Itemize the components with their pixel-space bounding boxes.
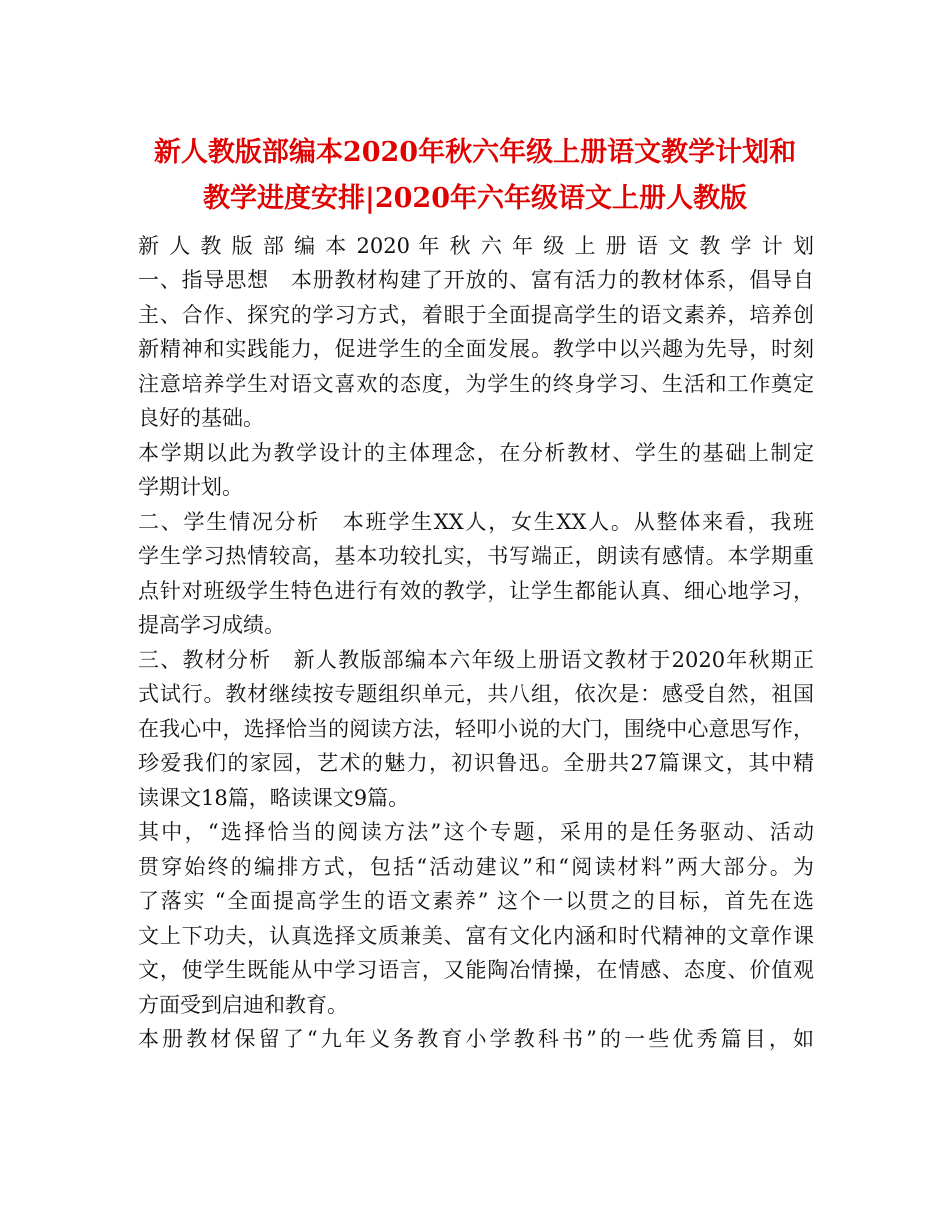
body-line-22: 文，使学生既能从中学习语言，又能陶冶情操，在情感、态度、价值观 [138, 958, 814, 982]
body-line-6: 良好的基础。 [138, 406, 264, 430]
body-line-5: 注意培养学生对语文喜欢的态度，为学生的终身学习、生活和工作奠定 [138, 372, 814, 396]
body-line-13: 三、教材分析 新人教版部编本六年级上册语文教材于2020年秋期正 [138, 648, 814, 672]
body-line-14: 式试行。教材继续按专题组织单元，共八组，依次是：感受自然，祖国 [138, 682, 814, 706]
body-line-8: 学期计划。 [138, 475, 243, 499]
body-line-15: 在我心中，选择恰当的阅读方法，轻叩小说的大门，围绕中心意思写作， [138, 717, 814, 741]
body-line-1: 新 人 教 版 部 编 本 2020 年 秋 六 年 级 上 册 语 文 教 学 计 划 [138, 234, 814, 258]
body-line-2: 一、指导思想 本册教材构建了开放的、富有活力的教材体系，倡导自 [138, 268, 814, 292]
body-line-4: 新精神和实践能力，促进学生的全面发展。教学中以兴趣为先导，时刻 [138, 337, 814, 361]
body-line-17: 读课文18篇，略读课文9篇。 [138, 786, 410, 810]
body-line-16: 珍爱我们的家园，艺术的魅力，初识鲁迅。全册共27篇课文，其中精 [138, 751, 814, 775]
body-line-7: 本学期以此为教学设计的主体理念，在分析教材、学生的基础上制定 [138, 441, 814, 465]
document-title-line-2: 教学进度安排|2020年六年级语文上册人教版 [203, 183, 747, 214]
body-line-19: 贯穿始终的编排方式，包括“活动建议”和“阅读材料”两大部分。为 [138, 855, 814, 879]
body-line-10: 学生学习热情较高，基本功较扎实，书写端正，朗读有感情。本学期重 [138, 544, 814, 568]
body-line-20: 了落实 “全面提高学生的语文素养” 这个一以贯之的目标，首先在选 [138, 889, 814, 913]
body-line-11: 点针对班级学生特色进行有效的教学，让学生都能认真、细心地学习， [138, 579, 814, 603]
body-line-24: 本册教材保留了“九年义务教育小学教科书”的一些优秀篇目，如 [138, 1027, 814, 1051]
body-line-18: 其中，“选择恰当的阅读方法”这个专题，采用的是任务驱动、活动 [138, 820, 814, 844]
body-line-9: 二、学生情况分析 本班学生XX人，女生XX人。从整体来看，我班 [138, 510, 814, 534]
body-line-21: 文上下功夫，认真选择文质兼美、富有文化内涵和时代精神的文章作课 [138, 924, 814, 948]
body-line-3: 主、合作、探究的学习方式，着眼于全面提高学生的语文素养，培养创 [138, 303, 814, 327]
body-line-12: 提高学习成绩。 [138, 613, 285, 637]
document-title-line-1: 新人教版部编本2020年秋六年级上册语文教学计划和 [153, 137, 797, 168]
body-line-23: 方面受到启迪和教育。 [138, 993, 348, 1017]
